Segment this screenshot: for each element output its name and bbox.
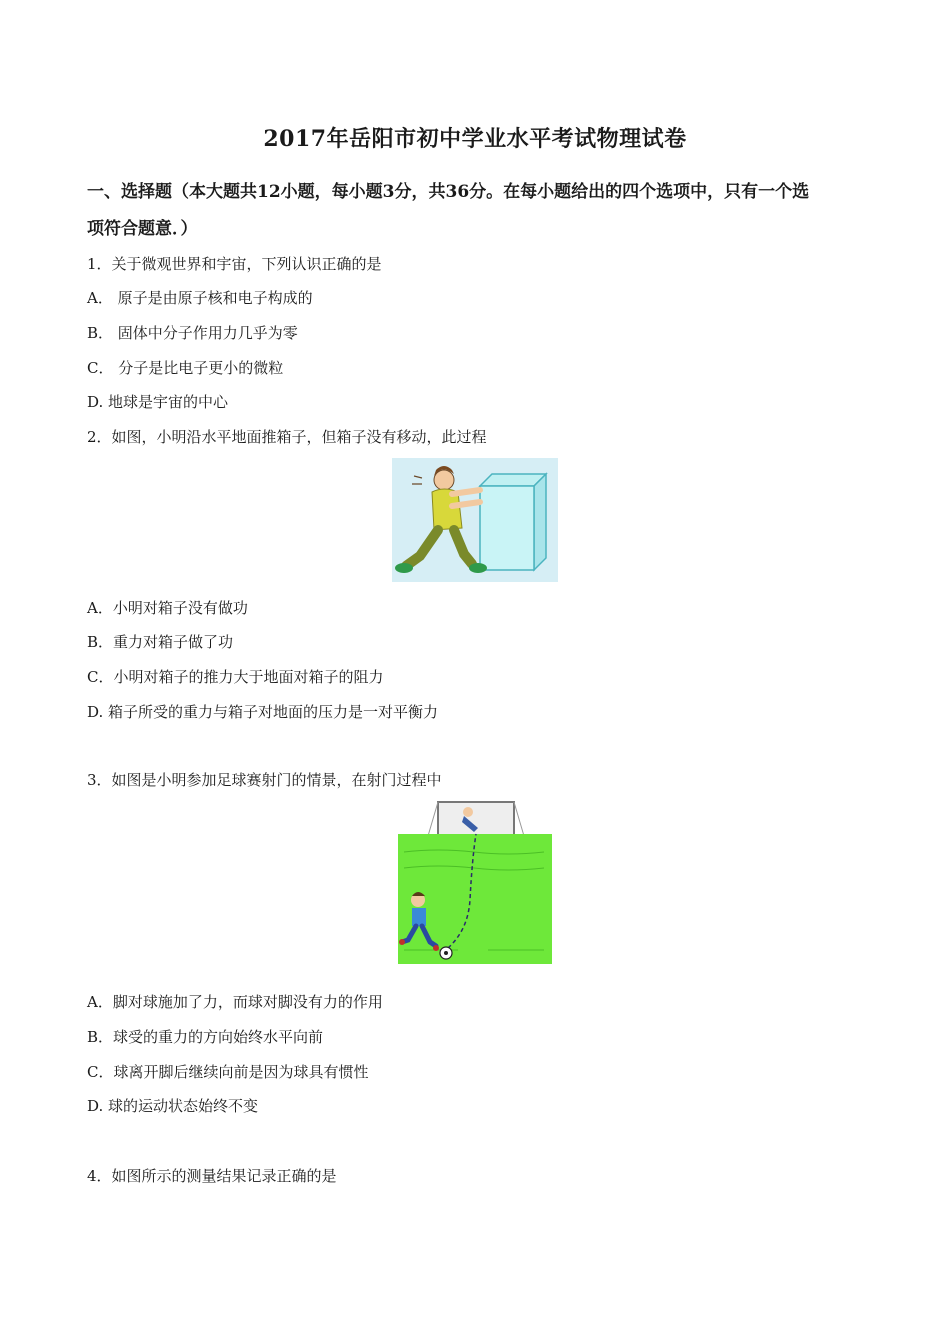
question-1-stem: 1．关于微观世界和宇宙，下列认识正确的是 — [87, 255, 382, 273]
question-2-option-c: C．小明对箱子的推力大于地面对箱子的阻力 — [87, 668, 384, 686]
page-title: 2017年岳阳市初中学业水平考试物理试卷 — [263, 126, 687, 152]
question-1-option-a: A． 原子是由原子核和电子构成的 — [87, 289, 313, 307]
question-3-option-c: C．球离开脚后继续向前是因为球具有惯性 — [87, 1063, 369, 1081]
soccer-shot-illustration — [398, 800, 552, 964]
question-1-option-d: D. 地球是宇宙的中心 — [87, 393, 229, 411]
question-1-option-c: C． 分子是比电子更小的微粒 — [87, 359, 284, 377]
question-2-stem: 2．如图，小明沿水平地面推箱子，但箱子没有移动，此过程 — [87, 428, 487, 446]
question-2-option-b: B．重力对箱子做了功 — [87, 633, 234, 651]
boy-pushing-box-illustration — [392, 458, 558, 582]
question-3-option-a: A．脚对球施加了力，而球对脚没有力的作用 — [87, 993, 383, 1011]
question-3-option-d: D. 球的运动状态始终不变 — [87, 1097, 259, 1115]
section-heading-line1: 一、选择题（本大题共12小题，每小题3分，共36分。在每小题给出的四个选项中，只有一个选 — [87, 182, 810, 202]
section-heading-line2: 项符合题意．） — [87, 219, 198, 239]
question-4-stem: 4．如图所示的测量结果记录正确的是 — [87, 1167, 337, 1185]
question-3-option-b: B．球受的重力的方向始终水平向前 — [87, 1028, 324, 1046]
question-3-stem: 3．如图是小明参加足球赛射门的情景，在射门过程中 — [87, 771, 442, 789]
question-2-option-d: D. 箱子所受的重力与箱子对地面的压力是一对平衡力 — [87, 703, 439, 721]
question-2-option-a: A．小明对箱子没有做功 — [87, 599, 248, 617]
question-1-option-b: B． 固体中分子作用力几乎为零 — [87, 324, 298, 342]
